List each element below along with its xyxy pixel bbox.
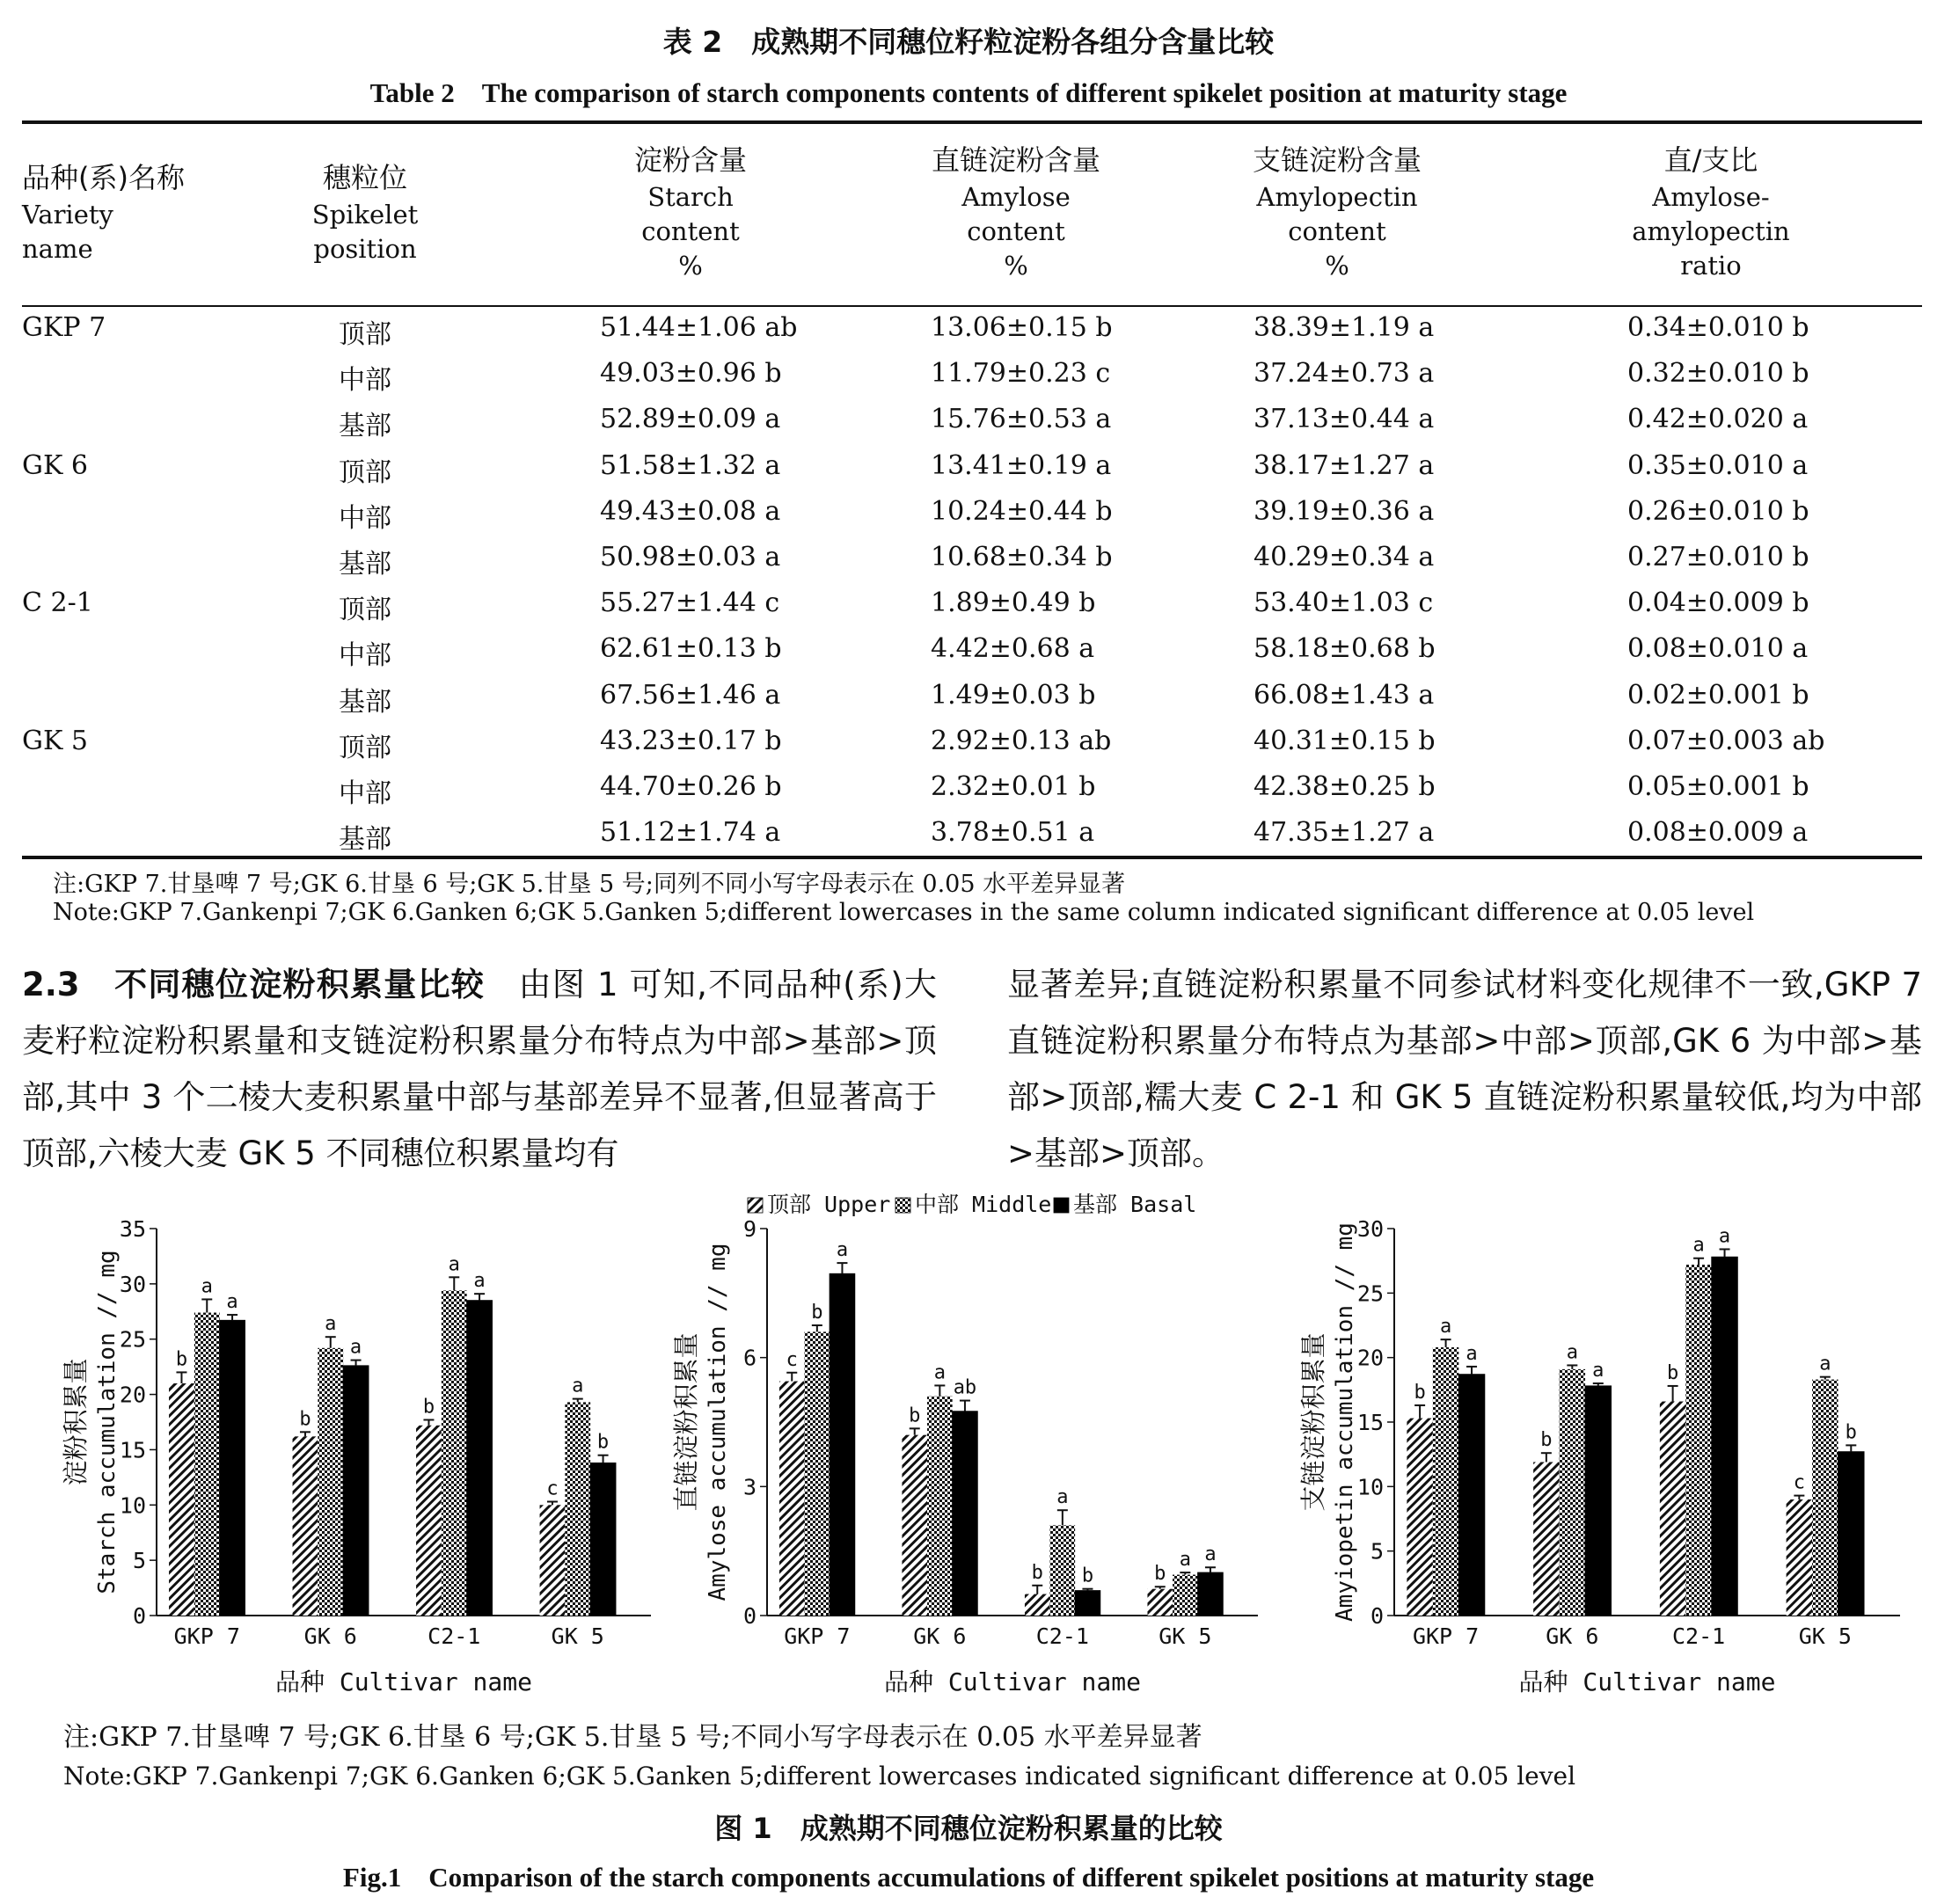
sig-letter: a	[1718, 1225, 1731, 1248]
bar-0-3	[1147, 1589, 1173, 1616]
sig-letter: a	[349, 1336, 362, 1359]
y-tick-label: 20	[119, 1382, 146, 1408]
section-col2	[1007, 957, 1922, 1182]
sig-letter: b	[1031, 1561, 1043, 1584]
sig-letter: a	[448, 1253, 460, 1276]
bar-0-0	[779, 1382, 805, 1616]
sig-letter: b	[1845, 1421, 1857, 1444]
table-cell-amylopectin: 38.17±1.27 a	[1254, 449, 1435, 481]
table-cell-amylose: 10.68±0.34 b	[931, 542, 1113, 573]
table-cell-amylose: 4.42±0.68 a	[931, 633, 1095, 665]
y-tick-label: 30	[119, 1271, 146, 1297]
table-cell-amylose: 13.06±0.15 b	[931, 312, 1113, 343]
bar-2-1	[953, 1412, 978, 1616]
bar-2-3	[590, 1463, 616, 1616]
table-cell-amylose: 15.76±0.53 a	[931, 404, 1112, 435]
table-cell-amylose: 1.49±0.03 b	[931, 679, 1096, 711]
table-cell-amylopectin: 38.39±1.19 a	[1254, 312, 1435, 343]
y-tick-label: 15	[1356, 1410, 1384, 1435]
header-variety-en2: name	[22, 234, 93, 264]
sig-letter: a	[1179, 1549, 1191, 1572]
header-ratio-cn: 直/支比	[1663, 143, 1758, 177]
sig-letter: c	[1793, 1471, 1805, 1494]
table-cell-ratio: 0.02±0.001 b	[1627, 679, 1809, 711]
header-amylose-en1: Amylose	[961, 182, 1071, 212]
table-cell-starch: 62.61±0.13 b	[600, 633, 782, 665]
table-cell-ratio: 0.42±0.020 a	[1627, 404, 1809, 435]
x-axis-label: 品种 Cultivar name	[274, 1667, 533, 1696]
table-cell-amylose: 13.41±0.19 a	[931, 449, 1112, 481]
table-cell-position: 中部	[339, 640, 391, 672]
bar-0-2	[1660, 1402, 1685, 1616]
table-cell-amylopectin: 42.38±0.25 b	[1254, 771, 1436, 802]
figure-legend	[748, 1192, 1196, 1217]
sig-letter: a	[1566, 1341, 1578, 1364]
sig-letter: b	[422, 1396, 435, 1419]
table-cell-variety: C 2-1	[22, 587, 93, 619]
table-cell-amylopectin: 53.40±1.03 c	[1254, 587, 1434, 619]
table-cell-ratio: 0.26±0.010 b	[1627, 495, 1809, 527]
bar-1-2	[1050, 1525, 1076, 1616]
x-axis-label: 品种 Cultivar name	[883, 1667, 1142, 1696]
sig-letter: a	[1592, 1360, 1604, 1382]
table-cell-variety: GK 5	[22, 725, 88, 756]
bar-0-1	[293, 1436, 318, 1616]
table-cell-amylopectin: 39.19±0.36 a	[1254, 495, 1435, 527]
table-cell-amylose: 3.78±0.51 a	[931, 817, 1095, 849]
table-cell-ratio: 0.08±0.010 a	[1627, 633, 1809, 665]
table-cell-ratio: 0.04±0.009 b	[1627, 587, 1809, 619]
y-tick-label: 0	[1370, 1603, 1384, 1629]
table-cell-amylopectin: 40.31±0.15 b	[1254, 725, 1436, 756]
legend-label-1: 中部 Middle	[915, 1192, 1052, 1217]
header-position	[268, 158, 462, 266]
table-cell-amylopectin: 66.08±1.43 a	[1254, 679, 1435, 711]
table-cell-variety: GKP 7	[22, 312, 106, 343]
bar-1-2	[1685, 1265, 1711, 1616]
table-cell-position: 中部	[339, 778, 391, 809]
table-cell-starch: 51.12±1.74 a	[600, 817, 781, 849]
table-cell-ratio: 0.27±0.010 b	[1627, 542, 1809, 573]
legend-swatch-2	[1054, 1198, 1069, 1213]
sig-letter: a	[1819, 1353, 1831, 1375]
header-position-en1: Spikelet	[311, 200, 419, 230]
x-tick-label: C2-1	[428, 1623, 481, 1649]
figure-note-cn: 注:GKP 7.甘垦啤 7 号;GK 6.甘垦 6 号;GK 5.甘垦 5 号;不同小写字母表示在 0.05 水平差异显著	[63, 1722, 1202, 1753]
sig-letter: b	[1540, 1429, 1553, 1452]
table-cell-position: 中部	[339, 502, 391, 534]
sig-letter: a	[1466, 1342, 1478, 1365]
table-cell-starch: 51.58±1.32 a	[600, 449, 781, 481]
sig-letter: c	[786, 1348, 798, 1371]
table-cell-position: 顶部	[339, 456, 391, 488]
header-amylopectin	[1210, 141, 1465, 283]
bar-0-0	[169, 1383, 194, 1616]
bar-0-2	[1025, 1594, 1050, 1616]
sig-letter: b	[909, 1404, 921, 1427]
table-cell-variety: GK 6	[22, 449, 88, 481]
bar-2-3	[1838, 1452, 1864, 1616]
bar-0-2	[416, 1426, 442, 1616]
figure-caption-en: Fig.1 Comparison of the starch components accumulations of different spikelet positions at maturity stage	[342, 1862, 1595, 1893]
header-amylopectin-en1: Amylopectin	[1256, 182, 1418, 212]
x-tick-label: GK 5	[1159, 1623, 1212, 1649]
sig-letter: a	[325, 1313, 337, 1336]
bar-1-1	[318, 1348, 343, 1616]
y-axis-label-en: Starch accumulation // mg	[94, 1250, 121, 1594]
x-tick-label: GK 6	[303, 1623, 357, 1649]
y-tick-label: 3	[742, 1474, 757, 1500]
table-cell-starch: 49.43±0.08 a	[600, 495, 781, 527]
header-ratio-en2: amylopectin	[1632, 216, 1790, 246]
sig-letter: b	[175, 1348, 188, 1371]
header-position-cn: 穗粒位	[322, 161, 407, 194]
x-tick-label: GKP 7	[1412, 1623, 1480, 1649]
x-tick-label: GKP 7	[173, 1623, 240, 1649]
x-axis-label: 品种 Cultivar name	[1518, 1667, 1776, 1696]
table-bottom-rule	[22, 856, 1922, 859]
legend-swatch-1	[895, 1198, 910, 1213]
y-tick-label: 15	[119, 1437, 146, 1463]
section-col1-text: 由图 1 可知,不同品种(系)大麦籽粒淀粉积累量和支链淀粉积累量分布特点为中部>基部>顶部,其中 3 个二棱大麦积累量中部与基部差异不显著,但显著高于顶部,六棱大麦 GK 5 不同穗位积累量均有	[22, 966, 938, 1172]
table-cell-position: 顶部	[339, 319, 391, 350]
figure-caption-cn: 图 1 成熟期不同穗位淀粉积累量的比较	[714, 1812, 1223, 1845]
sig-letter: b	[1081, 1565, 1094, 1587]
table-cell-starch: 43.23±0.17 b	[600, 725, 782, 756]
y-tick-label: 10	[119, 1492, 146, 1519]
y-tick-label: 20	[1356, 1345, 1384, 1371]
y-axis-label-cn: 直链淀粉积累量	[671, 1332, 701, 1512]
sig-letter: b	[299, 1408, 311, 1431]
table-cell-starch: 44.70±0.26 b	[600, 771, 782, 802]
table-cell-starch: 55.27±1.44 c	[600, 587, 780, 619]
table-cell-starch: 51.44±1.06 ab	[600, 312, 798, 343]
header-ratio-en3: ratio	[1680, 251, 1742, 281]
sig-letter: a	[226, 1291, 238, 1314]
sig-letter: a	[473, 1270, 486, 1293]
x-tick-label: GK 6	[913, 1623, 967, 1649]
header-starch	[563, 141, 818, 283]
header-starch-cn: 淀粉含量	[633, 143, 747, 177]
y-tick-label: 6	[742, 1345, 757, 1371]
table-cell-ratio: 0.34±0.010 b	[1627, 312, 1809, 343]
table-cell-ratio: 0.08±0.009 a	[1627, 817, 1809, 849]
bar-0-1	[1533, 1462, 1559, 1616]
header-starch-unit: %	[678, 251, 703, 281]
x-tick-label: GK 6	[1546, 1623, 1599, 1649]
bar-1-0	[805, 1331, 830, 1616]
sig-letter: b	[1154, 1563, 1166, 1586]
sig-letter: a	[1056, 1486, 1069, 1509]
section-heading: 2.3 不同穗位淀粉积累量比较	[22, 966, 486, 1003]
header-amylose-unit: %	[1004, 251, 1028, 281]
sig-letter: a	[836, 1239, 849, 1262]
table-cell-amylose: 1.89±0.49 b	[931, 587, 1096, 619]
table-caption-en: Table 2 The comparison of starch components contents of different spikelet position at maturity stage	[369, 77, 1568, 108]
table-cell-amylopectin: 37.13±0.44 a	[1254, 404, 1435, 435]
header-ratio-en1: Amylose-	[1652, 182, 1770, 212]
table-cell-amylopectin: 58.18±0.68 b	[1254, 633, 1436, 665]
chart-2	[1298, 1216, 1900, 1696]
y-tick-label: 0	[132, 1603, 146, 1629]
table-cell-ratio: 0.05±0.001 b	[1627, 771, 1809, 802]
figure-1	[0, 1183, 1937, 1711]
table-cell-ratio: 0.07±0.003 ab	[1627, 725, 1825, 756]
y-tick-label: 9	[742, 1216, 757, 1242]
x-tick-label: C2-1	[1671, 1623, 1726, 1649]
table-header-rule	[22, 305, 1922, 307]
y-axis-label-en: Amyiopetin accumulation // mg	[1332, 1222, 1358, 1622]
bar-0-3	[540, 1505, 566, 1616]
sig-letter: a	[1439, 1316, 1452, 1339]
header-starch-en2: content	[641, 216, 740, 246]
sig-letter: a	[572, 1375, 584, 1397]
bar-1-3	[1812, 1380, 1838, 1616]
x-tick-label: GKP 7	[784, 1623, 851, 1649]
bar-1-1	[1560, 1369, 1585, 1616]
sig-letter: ab	[953, 1376, 977, 1399]
table-caption-cn: 表 2 成熟期不同穗位籽粒淀粉各组分含量比较	[662, 25, 1275, 59]
x-tick-label: GK 5	[551, 1623, 604, 1649]
y-axis-label-cn: 支链淀粉积累量	[1298, 1332, 1328, 1512]
header-amylopectin-unit: %	[1325, 251, 1349, 281]
table-cell-amylose: 2.32±0.01 b	[931, 771, 1096, 802]
x-tick-label: GK 5	[1798, 1623, 1852, 1649]
table-cell-position: 基部	[339, 686, 391, 718]
bar-1-3	[565, 1402, 590, 1616]
header-amylose-en2: content	[967, 216, 1065, 246]
bar-1-3	[1173, 1575, 1198, 1616]
bar-2-1	[343, 1366, 369, 1616]
bar-2-0	[220, 1320, 245, 1616]
table-cell-starch: 67.56±1.46 a	[600, 679, 781, 711]
table-cell-ratio: 0.35±0.010 a	[1627, 449, 1809, 481]
figure-note-en: Note:GKP 7.Gankenpi 7;GK 6.Ganken 6;GK 5.Ganken 5;different lowercases indicated significant difference at 0.05 level	[63, 1762, 1576, 1791]
bar-2-0	[830, 1273, 855, 1616]
sig-letter: b	[1414, 1381, 1426, 1404]
legend-label-2: 基部 Basal	[1073, 1192, 1197, 1217]
bar-0-1	[902, 1435, 927, 1616]
sig-letter: b	[1666, 1361, 1679, 1384]
table-cell-position: 基部	[339, 824, 391, 856]
table-cell-amylopectin: 40.29±0.34 a	[1254, 542, 1435, 573]
table-cell-position: 顶部	[339, 732, 391, 763]
table-note-cn: 注:GKP 7.甘垦啤 7 号;GK 6.甘垦 6 号;GK 5.甘垦 5 号;同列不同小写字母表示在 0.05 水平差异显著	[53, 871, 1126, 898]
table-note-en: Note:GKP 7.Gankenpi 7;GK 6.Ganken 6;GK 5.Ganken 5;different lowercases in the same column indicated significant difference at 0.05 level	[53, 899, 1755, 926]
bar-1-2	[442, 1290, 467, 1616]
table-cell-amylose: 2.92±0.13 ab	[931, 725, 1112, 756]
y-tick-label: 10	[1356, 1474, 1384, 1500]
bar-1-1	[927, 1397, 953, 1616]
table-cell-starch: 49.03±0.96 b	[600, 358, 782, 390]
table-cell-position: 基部	[339, 549, 391, 580]
chart-0	[61, 1216, 651, 1696]
header-amylose	[888, 141, 1144, 283]
table-cell-position: 中部	[339, 365, 391, 397]
header-ratio	[1583, 141, 1838, 283]
y-tick-label: 0	[742, 1603, 757, 1629]
sig-letter: b	[596, 1431, 610, 1454]
header-amylopectin-en2: content	[1288, 216, 1386, 246]
table-cell-ratio: 0.32±0.010 b	[1627, 358, 1809, 390]
table-top-rule	[22, 120, 1922, 124]
bar-2-2	[1712, 1257, 1737, 1616]
legend-swatch-0	[748, 1198, 763, 1213]
table-cell-amylopectin: 37.24±0.73 a	[1254, 358, 1435, 390]
sig-letter: a	[1204, 1543, 1217, 1566]
y-tick-label: 25	[119, 1326, 146, 1353]
section-col1	[22, 957, 937, 1182]
table-cell-amylose: 11.79±0.23 c	[931, 358, 1111, 390]
table-cell-amylopectin: 47.35±1.27 a	[1254, 817, 1435, 849]
sig-letter: a	[933, 1361, 946, 1384]
bar-0-0	[1407, 1419, 1432, 1616]
y-tick-label: 35	[119, 1216, 146, 1242]
header-amylose-cn: 直链淀粉含量	[931, 143, 1100, 177]
y-tick-label: 5	[1370, 1538, 1384, 1565]
y-axis-label-cn: 淀粉积累量	[61, 1358, 91, 1486]
table-cell-position: 基部	[339, 411, 391, 442]
y-tick-label: 25	[1356, 1280, 1384, 1307]
header-starch-en1: Starch	[647, 182, 734, 212]
table-cell-starch: 50.98±0.03 a	[600, 542, 781, 573]
table-cell-position: 顶部	[339, 595, 391, 626]
x-tick-label: C2-1	[1035, 1623, 1089, 1649]
header-amylopectin-cn: 支链淀粉含量	[1252, 143, 1422, 177]
section-col2-text: 显著差异;直链淀粉积累量不同参试材料变化规律不一致,GKP 7 直链淀粉积累量分布特点为基部>中部>顶部,GK 6 为中部>基部>顶部,糯大麦 C 2-1 和 GK 5 直链淀粉积累量较低,均为中部>基部>顶部。	[1007, 966, 1922, 1172]
bar-2-2	[1075, 1591, 1100, 1616]
bar-0-3	[1787, 1499, 1812, 1616]
sig-letter: c	[546, 1477, 559, 1500]
header-variety	[22, 158, 251, 266]
legend-label-0: 顶部 Upper	[767, 1192, 891, 1217]
bar-2-2	[467, 1301, 493, 1616]
header-position-en2: position	[313, 234, 417, 264]
y-axis-label-en: Amylose accumulation // mg	[705, 1243, 731, 1601]
sig-letter: a	[201, 1275, 213, 1298]
header-variety-en1: Variety	[22, 200, 113, 230]
bar-1-0	[194, 1313, 220, 1616]
bar-2-1	[1585, 1386, 1611, 1616]
bar-1-0	[1433, 1347, 1458, 1616]
table-cell-amylose: 10.24±0.44 b	[931, 495, 1113, 527]
bar-2-0	[1458, 1375, 1484, 1616]
y-tick-label: 30	[1356, 1216, 1384, 1242]
figure-charts	[61, 1216, 1900, 1696]
bar-2-3	[1198, 1572, 1224, 1616]
sig-letter: b	[811, 1302, 823, 1324]
chart-1	[671, 1216, 1258, 1696]
table-cell-starch: 52.89±0.09 a	[600, 404, 781, 435]
sig-letter: a	[1692, 1234, 1705, 1257]
y-tick-label: 5	[132, 1548, 146, 1574]
header-variety-cn: 品种(系)名称	[22, 161, 185, 194]
